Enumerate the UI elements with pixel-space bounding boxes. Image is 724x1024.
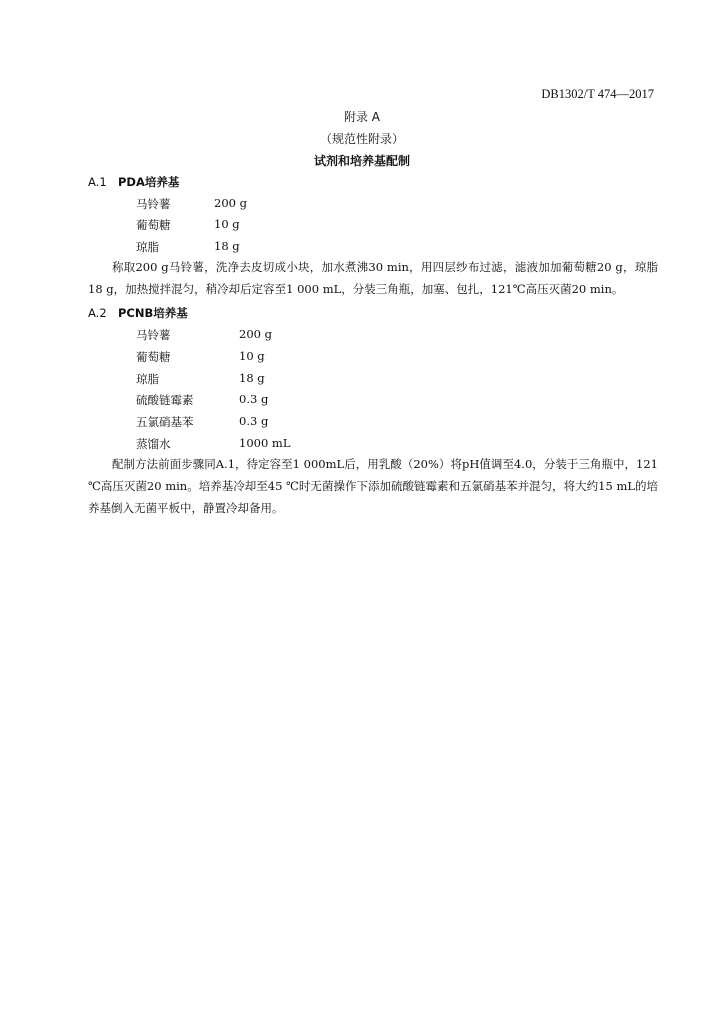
- ingredient-name: 葡萄糖: [136, 350, 171, 364]
- ingredient-name: 琼脂: [136, 372, 159, 386]
- ingredient-row: [136, 196, 247, 212]
- ingredient-amount: 0.3 g: [239, 414, 269, 428]
- appendix-type: （规范性附录）: [319, 132, 404, 146]
- ingredient-amount: 18 g: [239, 371, 265, 385]
- ingredient-row: [136, 327, 272, 343]
- ingredient-amount: 18 g: [214, 239, 240, 253]
- ingredient-row: [136, 371, 265, 387]
- ingredient-amount: 1000 mL: [239, 436, 291, 450]
- ingredient-row: [136, 392, 269, 408]
- section-number: A.1: [88, 175, 107, 189]
- appendix-title: 附录 A: [343, 110, 381, 124]
- ingredient-amount: 10 g: [214, 217, 240, 231]
- section-paragraph-a2: 配制方法前面步骤同A.1，待定容至1 000mL后，用乳酸（20%）将pH值调至4.0，分装于三角瓶中，121 ℃高压灭菌20 min。培养基冷却至45 ℃时无菌操作下添加硫酸链霉素和五氯硝基苯并混匀，将大约15 mL的培养基倒入无菌平板中，静置冷却备用。: [88, 457, 658, 515]
- ingredient-name: 蒸馏水: [136, 437, 171, 451]
- ingredient-row: [136, 436, 291, 452]
- ingredient-row: [136, 414, 269, 430]
- section-heading-a1: [88, 174, 179, 190]
- ingredient-row: [136, 217, 240, 233]
- ingredient-amount: 200 g: [214, 196, 247, 210]
- ingredient-amount: 10 g: [239, 349, 265, 363]
- ingredient-name: 葡萄糖: [136, 218, 171, 232]
- ingredient-name: 硫酸链霉素: [136, 393, 194, 407]
- section-title: PCNB培养基: [118, 306, 188, 320]
- ingredient-amount: 200 g: [239, 327, 272, 341]
- ingredient-row: [136, 239, 240, 255]
- ingredient-name: 五氯硝基苯: [136, 415, 194, 429]
- ingredient-row: [136, 349, 265, 365]
- ingredient-name: 马铃薯: [136, 197, 171, 211]
- document-code: DB1302/T 474—2017: [541, 87, 654, 101]
- section-title: PDA培养基: [118, 175, 180, 189]
- section-number: A.2: [88, 306, 107, 320]
- appendix-subject: 试剂和培养基配制: [313, 154, 410, 168]
- ingredient-name: 琼脂: [136, 240, 159, 254]
- ingredient-name: 马铃薯: [136, 328, 171, 342]
- section-heading-a2: [88, 305, 188, 321]
- ingredient-amount: 0.3 g: [239, 392, 269, 406]
- section-paragraph-a1: 称取200 g马铃薯，洗净去皮切成小块，加水煮沸30 min，用四层纱布过滤，滤液加加葡萄糖20 g，琼脂18 g，加热搅拌混匀，稍冷却后定容至1 000 mL，分装三角瓶，加塞、包扎，121℃高压灭菌20 min。: [88, 260, 658, 296]
